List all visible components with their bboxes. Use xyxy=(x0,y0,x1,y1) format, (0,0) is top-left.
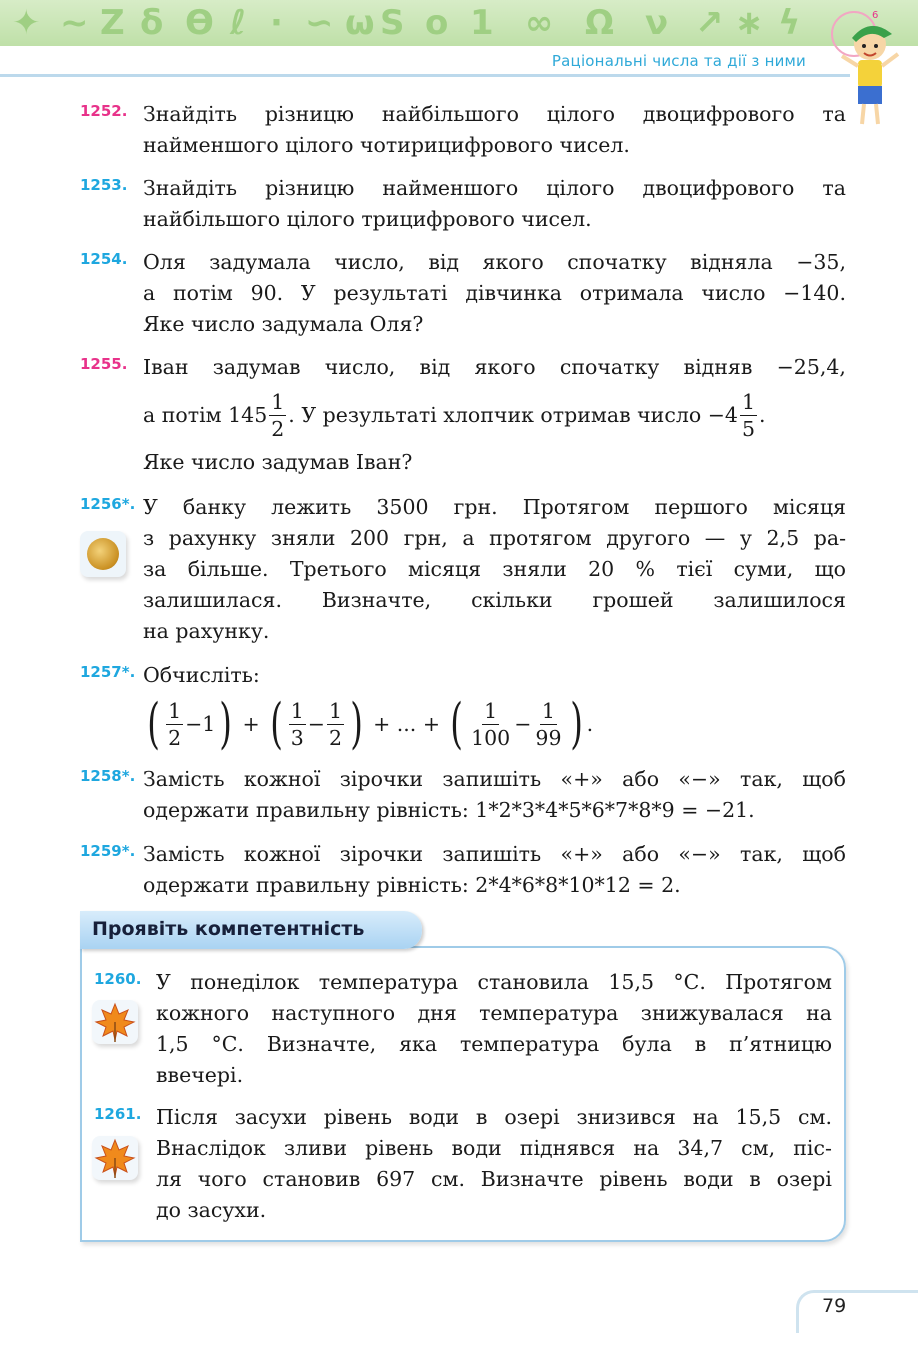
problem-text-line: до засухи. xyxy=(156,1198,267,1222)
word: −140. xyxy=(783,281,846,305)
word: число, xyxy=(334,250,405,274)
word: місяця xyxy=(772,495,846,519)
word: — xyxy=(704,526,726,550)
math-op: . xyxy=(586,711,594,736)
deco-glyph: Ѳ xyxy=(185,3,214,43)
deco-glyph: ω xyxy=(345,3,375,43)
word: місяця xyxy=(408,557,482,581)
denominator: 99 xyxy=(535,725,562,750)
word: температура xyxy=(459,1032,600,1056)
word: на xyxy=(633,1136,660,1160)
word: У xyxy=(143,495,158,519)
word: рівень xyxy=(323,1105,392,1129)
math-op: − xyxy=(514,711,532,736)
word: озері xyxy=(776,1167,832,1191)
problem-text-line xyxy=(143,585,846,616)
problem-1258 xyxy=(80,764,846,826)
deco-glyph: o xyxy=(425,3,449,43)
word: різницю xyxy=(264,102,355,126)
word: відняв xyxy=(683,355,753,379)
word: наступного xyxy=(271,1001,396,1025)
word: Замість xyxy=(143,842,225,866)
word: кожної xyxy=(243,767,321,791)
competence-tab xyxy=(80,911,422,949)
problem-text-line xyxy=(156,1102,832,1133)
word: в xyxy=(475,1105,488,1129)
word: Протягом xyxy=(522,495,630,519)
math-op: + xyxy=(242,711,260,736)
problem-1261 xyxy=(94,1102,832,1226)
maple-leaf-icon xyxy=(92,1136,138,1180)
deco-glyph: ∙ xyxy=(270,3,283,43)
word: скільки xyxy=(471,588,553,612)
word: лежить xyxy=(271,495,352,519)
problem-number: 1261. xyxy=(94,1105,142,1123)
section-title: Раціональні числа та дії з ними xyxy=(551,52,806,70)
word: зливи xyxy=(283,1136,348,1160)
word: 34,7 xyxy=(677,1136,724,1160)
problem-text-line xyxy=(156,998,832,1029)
word: різницю xyxy=(265,176,355,200)
word: Іван xyxy=(143,355,189,379)
word: рахунку xyxy=(168,526,257,550)
deco-glyph: δ xyxy=(140,3,164,43)
word: 15,5 xyxy=(735,1105,782,1129)
word: температура xyxy=(479,1001,619,1025)
math-expression xyxy=(143,691,846,757)
word: 200 xyxy=(349,526,390,550)
word: та xyxy=(822,176,846,200)
denominator: 2 xyxy=(168,725,182,750)
problem-number: 1256*. xyxy=(80,495,136,513)
word: «+» xyxy=(560,842,603,866)
deco-glyph: ℓ xyxy=(230,3,247,43)
word: задумала xyxy=(209,250,311,274)
word: результаті xyxy=(333,281,448,305)
deco-glyph: Ω xyxy=(585,3,614,43)
text-segment: . У результаті хлопчик отримав число −4 xyxy=(288,402,738,427)
word: щоб xyxy=(802,767,846,791)
problem-1256 xyxy=(80,492,846,647)
word: щоб xyxy=(802,842,846,866)
word: °С. xyxy=(211,1032,244,1056)
denominator: 3 xyxy=(290,725,304,750)
numerator: 1 xyxy=(541,698,555,723)
coin-icon xyxy=(80,531,126,577)
word: на xyxy=(692,1105,719,1129)
word: Замість xyxy=(143,767,225,791)
deco-glyph: ν xyxy=(645,3,669,43)
maple-leaf-icon xyxy=(92,1000,138,1044)
word: була xyxy=(622,1032,672,1056)
left-paren: ( xyxy=(269,692,283,755)
word: двоцифрового xyxy=(642,176,795,200)
problem-text-line: Обчисліть: xyxy=(143,663,260,687)
problem-number: 1253. xyxy=(80,176,128,194)
problem-text-line xyxy=(143,523,846,554)
word: дівчинка xyxy=(465,281,562,305)
word: Протягом xyxy=(725,970,832,994)
word: Визначте, xyxy=(266,1032,377,1056)
deco-glyph: ↗ xyxy=(695,3,724,43)
word: становив xyxy=(262,1167,361,1191)
problem-text-line: Яке число задумала Оля? xyxy=(143,312,424,336)
page-number-frame xyxy=(796,1290,918,1333)
fraction xyxy=(740,389,757,442)
problem-text-line xyxy=(143,839,846,870)
word: 697 xyxy=(376,1167,416,1191)
word: Визначте, xyxy=(321,588,432,612)
denominator: 2 xyxy=(271,416,285,441)
fraction xyxy=(327,698,344,751)
word: температура xyxy=(318,970,459,994)
header-decorative-band xyxy=(0,0,918,46)
word: Знайдіть xyxy=(143,102,238,126)
problem-1259 xyxy=(80,839,846,901)
problem-number: 1254. xyxy=(80,250,128,268)
text-segment: а потім 145 xyxy=(143,402,268,427)
denominator: 100 xyxy=(471,725,511,750)
left-paren: ( xyxy=(450,692,463,755)
problem-1255 xyxy=(80,352,846,478)
math-op: −1 xyxy=(185,711,216,736)
word: якого xyxy=(474,355,536,379)
word: найбільшого xyxy=(381,102,519,126)
word: залишилося xyxy=(713,588,846,612)
word: цілого xyxy=(546,176,615,200)
left-paren: ( xyxy=(147,692,160,755)
word: Третього xyxy=(289,557,387,581)
denominator: 2 xyxy=(328,725,342,750)
deco-glyph: 1 xyxy=(470,3,494,43)
word: Внаслідок xyxy=(156,1136,266,1160)
word: на xyxy=(806,1001,832,1025)
problem-number: 1259*. xyxy=(80,842,136,860)
problem-text-line: на рахунку. xyxy=(143,619,270,643)
problem-text-line: одержати правильну рівність: 1*2*3*4*5*6*7*8*9 = −21. xyxy=(143,798,755,822)
word: в xyxy=(694,1032,707,1056)
math-op: − xyxy=(307,711,325,736)
word: 1,5 xyxy=(156,1032,189,1056)
problem-text-line xyxy=(143,554,846,585)
numerator: 1 xyxy=(328,698,342,723)
deco-glyph: ∗ xyxy=(735,3,764,43)
word: грн, xyxy=(403,526,448,550)
word: зняли xyxy=(270,526,336,550)
problem-text-line: одержати правильну рівність: 2*4*6*8*10*12 = 2. xyxy=(143,873,681,897)
word: Оля xyxy=(143,250,186,274)
problem-text-line: найбільшого цілого трицифрового чисел. xyxy=(143,207,592,231)
word: запишіть xyxy=(442,767,542,791)
denominator: 5 xyxy=(741,416,755,441)
problem-text-line xyxy=(143,492,846,523)
page-number: 79 xyxy=(822,1295,847,1317)
word: двоцифрового xyxy=(642,102,795,126)
word: або xyxy=(622,842,660,866)
right-paren: ) xyxy=(219,692,233,755)
word: більше. xyxy=(187,557,269,581)
word: залишилася. xyxy=(143,588,282,612)
competence-title: Проявіть компетентність xyxy=(92,918,365,940)
word: задумав xyxy=(212,355,301,379)
word: отримала xyxy=(579,281,684,305)
word: число, xyxy=(324,355,396,379)
word: число xyxy=(701,281,766,305)
word: тієї xyxy=(676,557,713,581)
deco-glyph: ϟ xyxy=(778,3,801,43)
word: озері xyxy=(504,1105,560,1129)
word: суми, xyxy=(733,557,794,581)
word: см. xyxy=(798,1105,832,1129)
deco-glyph: S xyxy=(380,3,405,43)
word: знизився xyxy=(576,1105,676,1129)
right-paren: ) xyxy=(350,692,363,755)
word: банку xyxy=(182,495,247,519)
word: см, xyxy=(741,1136,776,1160)
word: від xyxy=(419,355,451,379)
problem-text-line: найменшого цілого чотирицифрового чисел. xyxy=(143,133,630,157)
word: Знайдіть xyxy=(143,176,238,200)
word: відняла xyxy=(690,250,773,274)
word: −25,4, xyxy=(776,355,846,379)
word: засухи xyxy=(234,1105,307,1129)
problem-number: 1252. xyxy=(80,102,128,120)
word: з xyxy=(143,526,155,550)
word: в xyxy=(749,1167,761,1191)
problem-1257 xyxy=(80,660,846,757)
word: а xyxy=(143,281,156,305)
problem-text-line: ввечері. xyxy=(156,1063,244,1087)
word: ля xyxy=(156,1167,182,1191)
problem-1260 xyxy=(94,967,832,1091)
word: потім xyxy=(172,281,233,305)
word: дня xyxy=(417,1001,457,1025)
right-paren: ) xyxy=(569,692,583,755)
word: % xyxy=(635,557,656,581)
word: −35, xyxy=(796,250,846,274)
problem-1253 xyxy=(80,173,846,235)
word: 20 xyxy=(588,557,615,581)
word: яка xyxy=(399,1032,438,1056)
word: а xyxy=(462,526,475,550)
word: кожної xyxy=(243,842,321,866)
word: спочатку xyxy=(567,250,667,274)
word: так, xyxy=(740,767,783,791)
word: понеділок xyxy=(190,970,300,994)
word: запишіть xyxy=(442,842,542,866)
deco-glyph: Z xyxy=(100,3,125,43)
fraction xyxy=(289,698,306,751)
word: п’ятницю xyxy=(729,1032,832,1056)
problem-text-line xyxy=(143,764,846,795)
word: або xyxy=(622,767,660,791)
problem-1252 xyxy=(80,99,846,161)
text-segment: . xyxy=(758,402,766,427)
deco-glyph: ~ xyxy=(60,3,89,43)
word: «−» xyxy=(678,842,721,866)
problem-text-line xyxy=(156,967,832,998)
word: другого xyxy=(606,526,691,550)
problem-text-line xyxy=(143,352,846,383)
word: спочатку xyxy=(559,355,660,379)
word: 3500 xyxy=(376,495,429,519)
problem-text-line xyxy=(143,278,846,309)
numerator: 1 xyxy=(168,698,182,723)
problem-number: 1255. xyxy=(80,355,128,373)
word: грошей xyxy=(592,588,674,612)
word: рівень xyxy=(599,1167,668,1191)
numerator: 1 xyxy=(271,389,285,414)
problem-text-line-with-fractions xyxy=(143,383,846,447)
word: води xyxy=(683,1167,734,1191)
word: від xyxy=(428,250,460,274)
numerator: 1 xyxy=(484,698,498,723)
word: «−» xyxy=(678,767,721,791)
svg-text:6: 6 xyxy=(872,10,879,21)
problem-text-line: Яке число задумав Іван? xyxy=(143,450,413,474)
word: зірочки xyxy=(339,842,423,866)
deco-glyph: ✦ xyxy=(12,3,41,43)
word: зірочки xyxy=(339,767,423,791)
word: 15,5 xyxy=(608,970,655,994)
word: води xyxy=(408,1105,460,1129)
word: знижувалася xyxy=(640,1001,784,1025)
deco-glyph: ∽ xyxy=(305,3,334,43)
problem-text-line xyxy=(156,1029,832,1060)
word: Після xyxy=(156,1105,218,1129)
word: якого xyxy=(482,250,544,274)
word: «+» xyxy=(560,767,603,791)
deco-glyph: ∞ xyxy=(525,3,554,43)
word: см. xyxy=(431,1167,465,1191)
word: грн. xyxy=(453,495,498,519)
word: У xyxy=(300,281,316,305)
problem-number: 1260. xyxy=(94,970,142,988)
word: кожного xyxy=(156,1001,250,1025)
fraction xyxy=(269,389,286,442)
word: 2,5 xyxy=(766,526,800,550)
problem-1254 xyxy=(80,247,846,340)
problem-text-line xyxy=(156,1164,832,1195)
word: що xyxy=(814,557,846,581)
problem-text-line xyxy=(143,99,846,130)
word: першого xyxy=(654,495,748,519)
word: 90. xyxy=(250,281,284,305)
problem-text-line xyxy=(156,1133,832,1164)
word: піс- xyxy=(793,1136,832,1160)
problem-number: 1258*. xyxy=(80,767,136,785)
problem-text-line xyxy=(143,173,846,204)
word: за xyxy=(143,557,167,581)
word: так, xyxy=(740,842,783,866)
fraction xyxy=(469,698,512,751)
word: у xyxy=(739,526,752,550)
word: становила xyxy=(477,970,589,994)
word: рівень xyxy=(365,1136,434,1160)
word: чого xyxy=(197,1167,247,1191)
math-op: + ... + xyxy=(373,711,440,736)
numerator: 1 xyxy=(290,698,304,723)
fraction xyxy=(533,698,563,751)
word: Визначте xyxy=(480,1167,584,1191)
numerator: 1 xyxy=(741,389,755,414)
word: цілого xyxy=(546,102,615,126)
word: зняли xyxy=(502,557,567,581)
word: ра- xyxy=(813,526,846,550)
fraction xyxy=(166,698,183,751)
word: °С. xyxy=(673,970,706,994)
word: та xyxy=(822,102,846,126)
word: піднявся xyxy=(519,1136,616,1160)
problem-text-line xyxy=(143,247,846,278)
word: води xyxy=(451,1136,502,1160)
word: протягом xyxy=(489,526,592,550)
word: найменшого xyxy=(382,176,519,200)
word: У xyxy=(156,970,171,994)
problem-number: 1257*. xyxy=(80,663,136,681)
